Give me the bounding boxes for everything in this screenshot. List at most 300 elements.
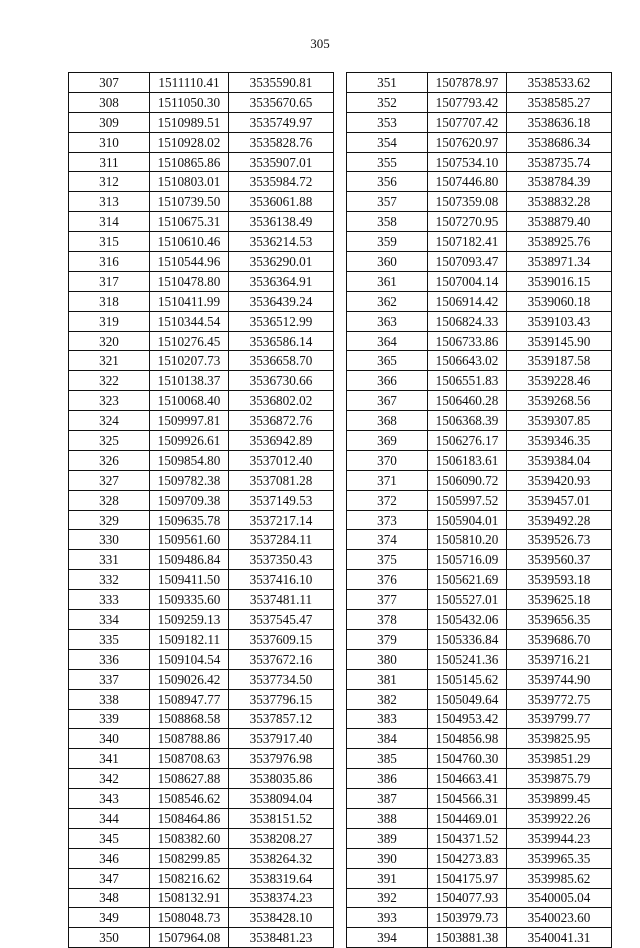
table-row bbox=[347, 908, 612, 928]
page-number: 305 bbox=[310, 36, 330, 51]
point-number-cell: 366 bbox=[347, 371, 428, 391]
table-row bbox=[347, 530, 612, 550]
x-coordinate-cell: 1510138.37 bbox=[150, 371, 229, 391]
table-row bbox=[69, 152, 334, 172]
point-number-cell: 346 bbox=[69, 848, 150, 868]
point-number-cell: 388 bbox=[347, 808, 428, 828]
table-row bbox=[69, 888, 334, 908]
point-number-cell: 349 bbox=[69, 908, 150, 928]
point-number-cell: 356 bbox=[347, 172, 428, 192]
x-coordinate-cell: 1509259.13 bbox=[150, 610, 229, 630]
x-coordinate-cell: 1508546.62 bbox=[150, 789, 229, 809]
x-coordinate-cell: 1509997.81 bbox=[150, 411, 229, 431]
y-coordinate-cell: 3537917.40 bbox=[229, 729, 334, 749]
point-number-cell: 386 bbox=[347, 769, 428, 789]
point-number-cell: 341 bbox=[69, 749, 150, 769]
x-coordinate-cell: 1510068.40 bbox=[150, 391, 229, 411]
point-number-cell: 347 bbox=[69, 868, 150, 888]
point-number-cell: 352 bbox=[347, 92, 428, 112]
point-number-cell: 358 bbox=[347, 212, 428, 232]
table-row bbox=[69, 331, 334, 351]
x-coordinate-cell: 1509635.78 bbox=[150, 510, 229, 530]
point-number-cell: 319 bbox=[69, 311, 150, 331]
x-coordinate-cell: 1510411.99 bbox=[150, 291, 229, 311]
y-coordinate-cell: 3536138.49 bbox=[229, 212, 334, 232]
y-coordinate-cell: 3539060.18 bbox=[507, 291, 612, 311]
x-coordinate-cell: 1509335.60 bbox=[150, 590, 229, 610]
x-coordinate-cell: 1504077.93 bbox=[428, 888, 507, 908]
x-coordinate-cell: 1509104.54 bbox=[150, 649, 229, 669]
x-coordinate-cell: 1506733.86 bbox=[428, 331, 507, 351]
x-coordinate-cell: 1506824.33 bbox=[428, 311, 507, 331]
table-row bbox=[69, 271, 334, 291]
table-row bbox=[69, 808, 334, 828]
x-coordinate-cell: 1510803.01 bbox=[150, 172, 229, 192]
table-row bbox=[69, 431, 334, 451]
x-coordinate-cell: 1507270.95 bbox=[428, 212, 507, 232]
y-coordinate-cell: 3537284.11 bbox=[229, 530, 334, 550]
x-coordinate-cell: 1507620.97 bbox=[428, 132, 507, 152]
y-coordinate-cell: 3537609.15 bbox=[229, 629, 334, 649]
table-row bbox=[69, 252, 334, 272]
x-coordinate-cell: 1508627.88 bbox=[150, 769, 229, 789]
table-row bbox=[69, 590, 334, 610]
table-row bbox=[347, 470, 612, 490]
table-row bbox=[347, 649, 612, 669]
table-row bbox=[347, 928, 612, 948]
table-row bbox=[69, 570, 334, 590]
point-number-cell: 359 bbox=[347, 232, 428, 252]
x-coordinate-cell: 1506914.42 bbox=[428, 291, 507, 311]
point-number-cell: 336 bbox=[69, 649, 150, 669]
y-coordinate-cell: 3539457.01 bbox=[507, 490, 612, 510]
y-coordinate-cell: 3539346.35 bbox=[507, 431, 612, 451]
x-coordinate-cell: 1507964.08 bbox=[150, 928, 229, 948]
table-row bbox=[69, 530, 334, 550]
table-row bbox=[69, 828, 334, 848]
table-row bbox=[347, 411, 612, 431]
y-coordinate-cell: 3538094.04 bbox=[229, 789, 334, 809]
point-number-cell: 392 bbox=[347, 888, 428, 908]
table-row bbox=[347, 848, 612, 868]
table-row bbox=[69, 789, 334, 809]
table-row bbox=[347, 132, 612, 152]
y-coordinate-cell: 3539016.15 bbox=[507, 271, 612, 291]
x-coordinate-cell: 1505904.01 bbox=[428, 510, 507, 530]
point-number-cell: 329 bbox=[69, 510, 150, 530]
point-number-cell: 334 bbox=[69, 610, 150, 630]
y-coordinate-cell: 3540023.60 bbox=[507, 908, 612, 928]
x-coordinate-cell: 1505527.01 bbox=[428, 590, 507, 610]
table-row bbox=[69, 411, 334, 431]
x-coordinate-cell: 1505716.09 bbox=[428, 550, 507, 570]
point-number-cell: 332 bbox=[69, 570, 150, 590]
table-row bbox=[69, 351, 334, 371]
y-coordinate-cell: 3539744.90 bbox=[507, 669, 612, 689]
table-row bbox=[69, 172, 334, 192]
point-number-cell: 374 bbox=[347, 530, 428, 550]
table-row bbox=[347, 709, 612, 729]
table-row bbox=[347, 570, 612, 590]
table-row bbox=[347, 729, 612, 749]
x-coordinate-cell: 1505621.69 bbox=[428, 570, 507, 590]
y-coordinate-cell: 3539965.35 bbox=[507, 848, 612, 868]
table-row bbox=[347, 769, 612, 789]
point-number-cell: 375 bbox=[347, 550, 428, 570]
x-coordinate-cell: 1504760.30 bbox=[428, 749, 507, 769]
point-number-cell: 315 bbox=[69, 232, 150, 252]
point-number-cell: 370 bbox=[347, 450, 428, 470]
table-row bbox=[69, 868, 334, 888]
y-coordinate-cell: 3537081.28 bbox=[229, 470, 334, 490]
table-row bbox=[69, 391, 334, 411]
point-number-cell: 317 bbox=[69, 271, 150, 291]
point-number-cell: 324 bbox=[69, 411, 150, 431]
point-number-cell: 339 bbox=[69, 709, 150, 729]
point-number-cell: 394 bbox=[347, 928, 428, 948]
y-coordinate-cell: 3537012.40 bbox=[229, 450, 334, 470]
table-row bbox=[347, 391, 612, 411]
table-row bbox=[69, 689, 334, 709]
table-row bbox=[347, 669, 612, 689]
y-coordinate-cell: 3539825.95 bbox=[507, 729, 612, 749]
table-row bbox=[347, 590, 612, 610]
y-coordinate-cell: 3539899.45 bbox=[507, 789, 612, 809]
y-coordinate-cell: 3538035.86 bbox=[229, 769, 334, 789]
table-row bbox=[347, 152, 612, 172]
x-coordinate-cell: 1507878.97 bbox=[428, 73, 507, 93]
point-number-cell: 377 bbox=[347, 590, 428, 610]
table-row bbox=[347, 351, 612, 371]
table-row bbox=[347, 450, 612, 470]
x-coordinate-cell: 1505810.20 bbox=[428, 530, 507, 550]
y-coordinate-cell: 3539716.21 bbox=[507, 649, 612, 669]
point-number-cell: 342 bbox=[69, 769, 150, 789]
table-row bbox=[347, 808, 612, 828]
y-coordinate-cell: 3537976.98 bbox=[229, 749, 334, 769]
x-coordinate-cell: 1510739.50 bbox=[150, 192, 229, 212]
point-number-cell: 320 bbox=[69, 331, 150, 351]
x-coordinate-cell: 1505997.52 bbox=[428, 490, 507, 510]
y-coordinate-cell: 3540005.04 bbox=[507, 888, 612, 908]
point-number-cell: 322 bbox=[69, 371, 150, 391]
x-coordinate-cell: 1504663.41 bbox=[428, 769, 507, 789]
x-coordinate-cell: 1509026.42 bbox=[150, 669, 229, 689]
point-number-cell: 343 bbox=[69, 789, 150, 809]
x-coordinate-cell: 1505241.36 bbox=[428, 649, 507, 669]
point-number-cell: 385 bbox=[347, 749, 428, 769]
table-row bbox=[347, 431, 612, 451]
y-coordinate-cell: 3537350.43 bbox=[229, 550, 334, 570]
y-coordinate-cell: 3539268.56 bbox=[507, 391, 612, 411]
point-number-cell: 331 bbox=[69, 550, 150, 570]
table-row bbox=[347, 192, 612, 212]
x-coordinate-cell: 1507004.14 bbox=[428, 271, 507, 291]
x-coordinate-cell: 1508708.63 bbox=[150, 749, 229, 769]
point-number-cell: 381 bbox=[347, 669, 428, 689]
y-coordinate-cell: 3538879.40 bbox=[507, 212, 612, 232]
table-row bbox=[347, 510, 612, 530]
y-coordinate-cell: 3538585.27 bbox=[507, 92, 612, 112]
y-coordinate-cell: 3538151.52 bbox=[229, 808, 334, 828]
x-coordinate-cell: 1510989.51 bbox=[150, 112, 229, 132]
x-coordinate-cell: 1504469.01 bbox=[428, 808, 507, 828]
x-coordinate-cell: 1507093.47 bbox=[428, 252, 507, 272]
y-coordinate-cell: 3536439.24 bbox=[229, 291, 334, 311]
x-coordinate-cell: 1509561.60 bbox=[150, 530, 229, 550]
table-row bbox=[347, 311, 612, 331]
y-coordinate-cell: 3536586.14 bbox=[229, 331, 334, 351]
x-coordinate-cell: 1506368.39 bbox=[428, 411, 507, 431]
point-number-cell: 391 bbox=[347, 868, 428, 888]
point-number-cell: 316 bbox=[69, 252, 150, 272]
table-row bbox=[69, 629, 334, 649]
y-coordinate-cell: 3538735.74 bbox=[507, 152, 612, 172]
point-number-cell: 350 bbox=[69, 928, 150, 948]
y-coordinate-cell: 3538636.18 bbox=[507, 112, 612, 132]
table-row bbox=[69, 490, 334, 510]
y-coordinate-cell: 3538971.34 bbox=[507, 252, 612, 272]
x-coordinate-cell: 1505336.84 bbox=[428, 629, 507, 649]
y-coordinate-cell: 3536512.99 bbox=[229, 311, 334, 331]
point-number-cell: 327 bbox=[69, 470, 150, 490]
y-coordinate-cell: 3537734.50 bbox=[229, 669, 334, 689]
table-row bbox=[347, 112, 612, 132]
table-row bbox=[69, 92, 334, 112]
point-number-cell: 314 bbox=[69, 212, 150, 232]
y-coordinate-cell: 3535984.72 bbox=[229, 172, 334, 192]
x-coordinate-cell: 1511110.41 bbox=[150, 73, 229, 93]
y-coordinate-cell: 3539187.58 bbox=[507, 351, 612, 371]
y-coordinate-cell: 3540041.31 bbox=[507, 928, 612, 948]
x-coordinate-cell: 1506183.61 bbox=[428, 450, 507, 470]
y-coordinate-cell: 3536872.76 bbox=[229, 411, 334, 431]
point-number-cell: 393 bbox=[347, 908, 428, 928]
point-number-cell: 384 bbox=[347, 729, 428, 749]
x-coordinate-cell: 1508299.85 bbox=[150, 848, 229, 868]
table-row bbox=[347, 490, 612, 510]
y-coordinate-cell: 3538428.10 bbox=[229, 908, 334, 928]
table-row bbox=[347, 371, 612, 391]
table-row bbox=[69, 749, 334, 769]
table-row bbox=[69, 112, 334, 132]
point-number-cell: 338 bbox=[69, 689, 150, 709]
point-number-cell: 309 bbox=[69, 112, 150, 132]
point-number-cell: 367 bbox=[347, 391, 428, 411]
point-number-cell: 312 bbox=[69, 172, 150, 192]
point-number-cell: 376 bbox=[347, 570, 428, 590]
table-row bbox=[347, 629, 612, 649]
table-row bbox=[69, 649, 334, 669]
y-coordinate-cell: 3535670.65 bbox=[229, 92, 334, 112]
table-row bbox=[69, 908, 334, 928]
y-coordinate-cell: 3538319.64 bbox=[229, 868, 334, 888]
point-number-cell: 389 bbox=[347, 828, 428, 848]
y-coordinate-cell: 3539526.73 bbox=[507, 530, 612, 550]
table-row bbox=[347, 331, 612, 351]
point-number-cell: 313 bbox=[69, 192, 150, 212]
y-coordinate-cell: 3537857.12 bbox=[229, 709, 334, 729]
table-row bbox=[347, 232, 612, 252]
y-coordinate-cell: 3536364.91 bbox=[229, 271, 334, 291]
y-coordinate-cell: 3539944.23 bbox=[507, 828, 612, 848]
x-coordinate-cell: 1509182.11 bbox=[150, 629, 229, 649]
point-number-cell: 311 bbox=[69, 152, 150, 172]
y-coordinate-cell: 3536290.01 bbox=[229, 252, 334, 272]
x-coordinate-cell: 1509709.38 bbox=[150, 490, 229, 510]
x-coordinate-cell: 1504953.42 bbox=[428, 709, 507, 729]
table-row bbox=[69, 132, 334, 152]
point-number-cell: 357 bbox=[347, 192, 428, 212]
x-coordinate-cell: 1506460.28 bbox=[428, 391, 507, 411]
x-coordinate-cell: 1508048.73 bbox=[150, 908, 229, 928]
x-coordinate-cell: 1503979.73 bbox=[428, 908, 507, 928]
table-body-right bbox=[347, 73, 612, 948]
y-coordinate-cell: 3539307.85 bbox=[507, 411, 612, 431]
point-number-cell: 372 bbox=[347, 490, 428, 510]
point-number-cell: 361 bbox=[347, 271, 428, 291]
point-number-cell: 348 bbox=[69, 888, 150, 908]
y-coordinate-cell: 3537481.11 bbox=[229, 590, 334, 610]
x-coordinate-cell: 1503881.38 bbox=[428, 928, 507, 948]
y-coordinate-cell: 3538208.27 bbox=[229, 828, 334, 848]
point-number-cell: 323 bbox=[69, 391, 150, 411]
table-row bbox=[69, 212, 334, 232]
table-body-left bbox=[69, 73, 334, 948]
y-coordinate-cell: 3535828.76 bbox=[229, 132, 334, 152]
y-coordinate-cell: 3538784.39 bbox=[507, 172, 612, 192]
point-number-cell: 351 bbox=[347, 73, 428, 93]
point-number-cell: 371 bbox=[347, 470, 428, 490]
point-number-cell: 328 bbox=[69, 490, 150, 510]
y-coordinate-cell: 3538264.32 bbox=[229, 848, 334, 868]
table-row bbox=[347, 610, 612, 630]
y-coordinate-cell: 3538481.23 bbox=[229, 928, 334, 948]
point-number-cell: 308 bbox=[69, 92, 150, 112]
x-coordinate-cell: 1510544.96 bbox=[150, 252, 229, 272]
y-coordinate-cell: 3539103.43 bbox=[507, 311, 612, 331]
x-coordinate-cell: 1505145.62 bbox=[428, 669, 507, 689]
table-row bbox=[347, 888, 612, 908]
y-coordinate-cell: 3538374.23 bbox=[229, 888, 334, 908]
x-coordinate-cell: 1510928.02 bbox=[150, 132, 229, 152]
x-coordinate-cell: 1505432.06 bbox=[428, 610, 507, 630]
point-number-cell: 364 bbox=[347, 331, 428, 351]
y-coordinate-cell: 3537545.47 bbox=[229, 610, 334, 630]
table-row bbox=[69, 669, 334, 689]
x-coordinate-cell: 1509782.38 bbox=[150, 470, 229, 490]
y-coordinate-cell: 3539851.29 bbox=[507, 749, 612, 769]
y-coordinate-cell: 3537796.15 bbox=[229, 689, 334, 709]
table-row bbox=[347, 828, 612, 848]
table-row bbox=[347, 271, 612, 291]
point-number-cell: 345 bbox=[69, 828, 150, 848]
y-coordinate-cell: 3538832.28 bbox=[507, 192, 612, 212]
y-coordinate-cell: 3538925.76 bbox=[507, 232, 612, 252]
table-row bbox=[347, 252, 612, 272]
point-number-cell: 325 bbox=[69, 431, 150, 451]
y-coordinate-cell: 3539772.75 bbox=[507, 689, 612, 709]
y-coordinate-cell: 3537672.16 bbox=[229, 649, 334, 669]
y-coordinate-cell: 3535590.81 bbox=[229, 73, 334, 93]
x-coordinate-cell: 1505049.64 bbox=[428, 689, 507, 709]
table-row bbox=[69, 510, 334, 530]
point-number-cell: 365 bbox=[347, 351, 428, 371]
point-number-cell: 390 bbox=[347, 848, 428, 868]
point-number-cell: 362 bbox=[347, 291, 428, 311]
x-coordinate-cell: 1504273.83 bbox=[428, 848, 507, 868]
y-coordinate-cell: 3539686.70 bbox=[507, 629, 612, 649]
y-coordinate-cell: 3539922.26 bbox=[507, 808, 612, 828]
x-coordinate-cell: 1507182.41 bbox=[428, 232, 507, 252]
table-row bbox=[69, 311, 334, 331]
y-coordinate-cell: 3536061.88 bbox=[229, 192, 334, 212]
point-number-cell: 383 bbox=[347, 709, 428, 729]
table-row bbox=[69, 73, 334, 93]
coordinate-table-right bbox=[346, 72, 612, 948]
x-coordinate-cell: 1510478.80 bbox=[150, 271, 229, 291]
x-coordinate-cell: 1509411.50 bbox=[150, 570, 229, 590]
point-number-cell: 360 bbox=[347, 252, 428, 272]
y-coordinate-cell: 3539875.79 bbox=[507, 769, 612, 789]
table-row bbox=[347, 92, 612, 112]
y-coordinate-cell: 3539656.35 bbox=[507, 610, 612, 630]
point-number-cell: 353 bbox=[347, 112, 428, 132]
y-coordinate-cell: 3536942.89 bbox=[229, 431, 334, 451]
x-coordinate-cell: 1509486.84 bbox=[150, 550, 229, 570]
y-coordinate-cell: 3539560.37 bbox=[507, 550, 612, 570]
table-row bbox=[347, 172, 612, 192]
point-number-cell: 344 bbox=[69, 808, 150, 828]
x-coordinate-cell: 1508788.86 bbox=[150, 729, 229, 749]
table-row bbox=[347, 73, 612, 93]
y-coordinate-cell: 3539593.18 bbox=[507, 570, 612, 590]
y-coordinate-cell: 3535749.97 bbox=[229, 112, 334, 132]
point-number-cell: 333 bbox=[69, 590, 150, 610]
point-number-cell: 368 bbox=[347, 411, 428, 431]
point-number-cell: 337 bbox=[69, 669, 150, 689]
x-coordinate-cell: 1504175.97 bbox=[428, 868, 507, 888]
x-coordinate-cell: 1510610.46 bbox=[150, 232, 229, 252]
table-row bbox=[347, 212, 612, 232]
y-coordinate-cell: 3538533.62 bbox=[507, 73, 612, 93]
x-coordinate-cell: 1507359.08 bbox=[428, 192, 507, 212]
table-row bbox=[69, 928, 334, 948]
point-number-cell: 373 bbox=[347, 510, 428, 530]
x-coordinate-cell: 1504371.52 bbox=[428, 828, 507, 848]
table-row bbox=[347, 550, 612, 570]
table-row bbox=[69, 470, 334, 490]
point-number-cell: 307 bbox=[69, 73, 150, 93]
y-coordinate-cell: 3536214.53 bbox=[229, 232, 334, 252]
table-row bbox=[69, 610, 334, 630]
y-coordinate-cell: 3537217.14 bbox=[229, 510, 334, 530]
table-row bbox=[69, 709, 334, 729]
y-coordinate-cell: 3539799.77 bbox=[507, 709, 612, 729]
y-coordinate-cell: 3539145.90 bbox=[507, 331, 612, 351]
point-number-cell: 369 bbox=[347, 431, 428, 451]
x-coordinate-cell: 1511050.30 bbox=[150, 92, 229, 112]
y-coordinate-cell: 3539228.46 bbox=[507, 371, 612, 391]
point-number-cell: 378 bbox=[347, 610, 428, 630]
point-number-cell: 354 bbox=[347, 132, 428, 152]
point-number-cell: 363 bbox=[347, 311, 428, 331]
x-coordinate-cell: 1508382.60 bbox=[150, 828, 229, 848]
table-row bbox=[69, 550, 334, 570]
table-row bbox=[69, 371, 334, 391]
table-row bbox=[69, 848, 334, 868]
x-coordinate-cell: 1509926.61 bbox=[150, 431, 229, 451]
